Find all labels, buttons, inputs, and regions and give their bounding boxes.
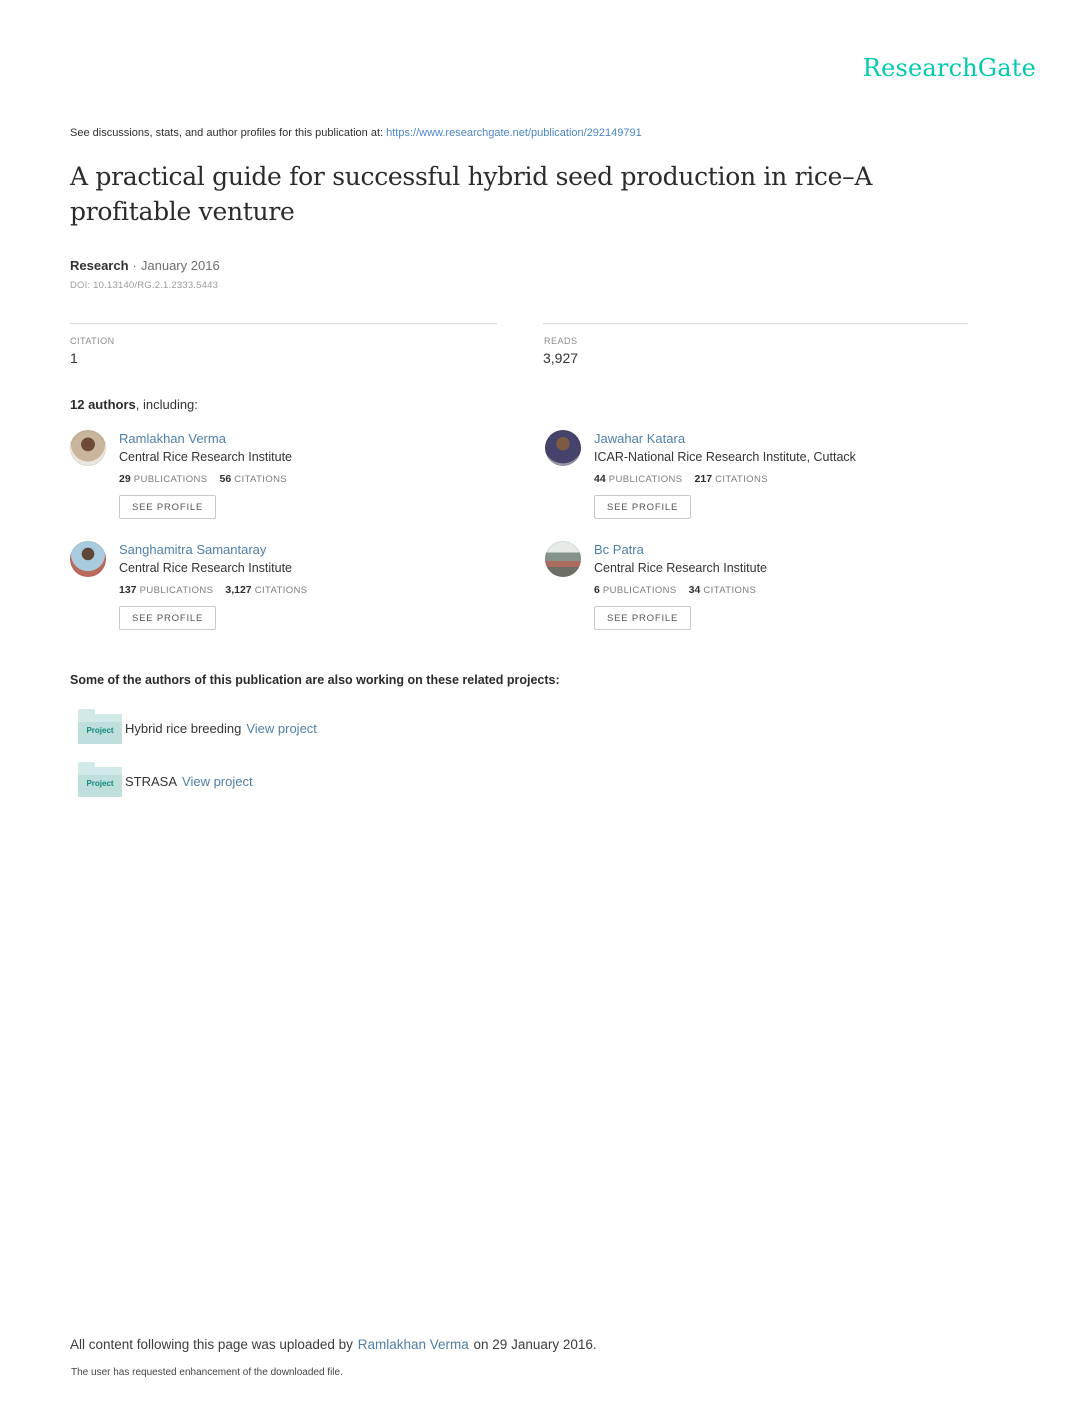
see-profile-button[interactable]: SEE PROFILE [594, 606, 691, 630]
author-avatar[interactable] [545, 430, 581, 466]
citations-label: CITATIONS [715, 474, 768, 485]
view-project-link[interactable]: View project [246, 721, 317, 736]
publications-count: 29 [119, 473, 131, 485]
author-name-link[interactable]: Bc Patra [594, 542, 644, 557]
project-folder-label: Project [86, 779, 114, 788]
divider [543, 323, 968, 324]
doi-text: DOI: 10.13140/RG.2.1.2333.5443 [70, 280, 219, 291]
project-folder-icon [78, 714, 122, 744]
author-stats [594, 584, 985, 597]
projects-heading: Some of the authors of this publication are also working on these related projects: [70, 673, 560, 687]
author-card [545, 538, 985, 630]
upload-note [70, 1337, 597, 1352]
top-note-text: See discussions, stats, and author profiles for this publication at: [70, 127, 384, 139]
author-name-link[interactable]: Sanghamitra Samantaray [119, 542, 267, 557]
author-avatar[interactable] [70, 541, 106, 577]
citations-label: CITATIONS [234, 474, 288, 485]
project-title: STRASA [125, 774, 178, 789]
publication-type: Research [70, 258, 129, 273]
author-institution: Central Rice Research Institute [119, 450, 292, 464]
citations-count: 56 [219, 473, 232, 485]
author-institution: Central Rice Research Institute [594, 561, 767, 575]
see-profile-button[interactable]: SEE PROFILE [119, 495, 216, 519]
reads-label: READS [544, 336, 578, 346]
divider [70, 323, 497, 324]
authors-count: 12 authors [70, 397, 136, 412]
author-institution: ICAR-National Rice Research Institute, Cuttack [594, 450, 856, 464]
upload-note-prefix: All content following this page was uploaded by [70, 1337, 353, 1352]
author-name-link[interactable]: Jawahar Katara [594, 431, 686, 446]
author-avatar[interactable] [545, 541, 581, 577]
citations-label: CITATIONS [703, 585, 757, 596]
author-card [70, 427, 510, 519]
view-project-link[interactable]: View project [182, 774, 253, 789]
publication-meta [70, 258, 220, 273]
citation-count: 1 [70, 350, 78, 366]
author-card [545, 427, 985, 519]
author-card [70, 538, 510, 630]
researchgate-logo: ResearchGate [862, 54, 1036, 82]
authors-heading-rest: , including: [135, 397, 198, 412]
author-stats [119, 584, 510, 597]
publications-count: 6 [594, 584, 600, 596]
see-profile-button[interactable]: SEE PROFILE [594, 495, 691, 519]
publications-label: PUBLICATIONS [133, 474, 208, 485]
author-name-link[interactable]: Ramlakhan Verma [119, 431, 226, 446]
author-institution: Central Rice Research Institute [119, 561, 292, 575]
top-note [70, 127, 642, 139]
publications-label: PUBLICATIONS [602, 585, 677, 596]
publication-date: January 2016 [140, 258, 220, 273]
publication-url-link[interactable]: https://www.researchgate.net/publication/292149791 [386, 127, 642, 139]
publications-label: PUBLICATIONS [139, 585, 214, 596]
author-avatar[interactable] [70, 430, 106, 466]
citations-count: 217 [694, 473, 713, 485]
uploader-link[interactable]: Ramlakhan Verma [357, 1337, 469, 1352]
author-stats [594, 473, 985, 486]
see-profile-button[interactable]: SEE PROFILE [119, 606, 216, 630]
citations-count: 34 [688, 584, 701, 596]
citations-count: 3,127 [225, 584, 252, 596]
publications-count: 137 [119, 584, 137, 596]
enhancement-note: The user has requested enhancement of the downloaded file. [71, 1367, 343, 1378]
project-title: Hybrid rice breeding [125, 721, 242, 736]
upload-note-suffix: on 29 January 2016. [473, 1337, 597, 1352]
authors-heading [70, 397, 198, 412]
publications-label: PUBLICATIONS [608, 474, 683, 485]
project-folder-label: Project [86, 726, 114, 735]
publications-count: 44 [594, 473, 606, 485]
author-stats [119, 473, 510, 486]
page-title: A practical guide for successful hybrid seed production in rice–A profitable venture [70, 162, 873, 226]
citations-label: CITATIONS [254, 585, 308, 596]
reads-count: 3,927 [543, 350, 579, 366]
meta-separator: · [132, 258, 137, 273]
project-folder-icon [78, 767, 122, 797]
citation-label: CITATION [70, 336, 115, 346]
